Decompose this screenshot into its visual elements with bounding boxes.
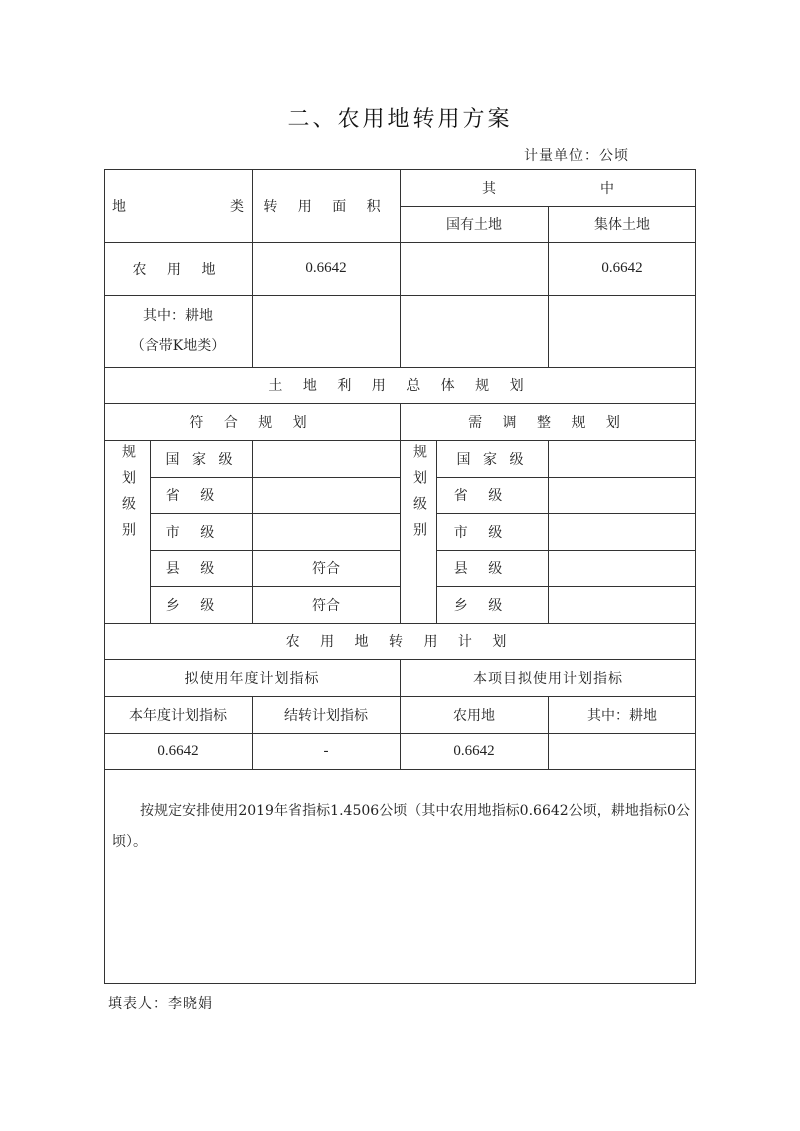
overall-plan-title: 土 地 利 用 总 体 规 划 — [268, 378, 532, 394]
adjust-level-township-value — [548, 586, 696, 623]
plan-note: 按规定安排使用2019年省指标1.4506公顷（其中农用地指标0.6642公顷，耕地指标0公顷）。 — [112, 803, 690, 850]
land-type-header-char-1: 地 — [112, 198, 126, 215]
project-plan-title: 本项目拟使用计划指标 — [473, 670, 623, 687]
adjust-level-province: 省 级 — [453, 488, 511, 504]
arable-area-value — [252, 295, 400, 367]
farmland-area-value: 0.6642 — [305, 260, 347, 276]
project-arable-header: 其中：耕地 — [587, 707, 657, 724]
comply-plan-title: 符 合 规 划 — [189, 414, 315, 431]
adjust-level-province-value — [548, 477, 696, 513]
collective-land-header: 集体土地 — [594, 217, 650, 233]
converted-area-header: 转 用 面 积 — [263, 198, 389, 215]
adjust-level-label: 规划级别 — [411, 444, 427, 548]
adjust-level-county-value — [548, 550, 696, 586]
adjust-level-township: 乡 级 — [453, 597, 511, 614]
project-arable-value — [548, 733, 696, 769]
among-header-char-2: 中 — [600, 180, 614, 197]
adjust-level-city-value — [548, 513, 696, 550]
arable-collective-value — [548, 295, 696, 367]
annual-plan-title: 拟使用年度计划指标 — [184, 670, 320, 687]
carryover-plan-value: - — [323, 742, 329, 759]
form-filler: 填表人：李晓娟 — [108, 996, 213, 1012]
comply-level-city-value — [252, 513, 400, 550]
adjust-level-national-value — [548, 440, 696, 477]
arable-label-line-1: 其中：耕地 — [143, 308, 213, 324]
comply-level-city: 市 级 — [165, 524, 223, 541]
project-farmland-header: 农用地 — [453, 707, 495, 724]
comply-level-province-value — [252, 477, 400, 513]
adjust-level-national: 国 家 级 — [456, 451, 528, 468]
measurement-unit: 计量单位：公顷 — [524, 148, 629, 164]
land-type-header — [104, 169, 252, 242]
comply-level-label: 规划级别 — [120, 444, 136, 548]
current-year-plan-header: 本年度计划指标 — [129, 707, 227, 724]
comply-level-national: 国 家 级 — [165, 451, 237, 468]
land-type-header-char-2: 类 — [230, 198, 244, 215]
farmland-label: 农 用 地 — [132, 261, 224, 278]
current-year-plan-value: 0.6642 — [157, 742, 199, 759]
comply-level-province: 省 级 — [165, 488, 223, 504]
comply-level-township: 乡 级 — [165, 597, 223, 614]
adjust-level-county: 县 级 — [453, 561, 511, 577]
adjust-plan-title: 需 调 整 规 划 — [468, 414, 628, 431]
farmland-state-value — [400, 242, 548, 295]
state-land-header: 国有土地 — [446, 217, 502, 233]
comply-level-county-value: 符合 — [312, 561, 340, 577]
conversion-plan-title: 农 用 地 转 用 计 划 — [285, 634, 515, 650]
farmland-collective-value: 0.6642 — [601, 260, 643, 276]
page-title: 二、农用地转用方案 — [287, 107, 513, 132]
among-header — [400, 169, 696, 206]
comply-level-national-value — [252, 440, 400, 477]
arable-label — [104, 295, 252, 367]
comply-level-township-value: 符合 — [312, 597, 340, 614]
comply-level-county: 县 级 — [165, 561, 223, 577]
adjust-level-city: 市 级 — [453, 524, 511, 541]
arable-label-line-2: （含带K地类） — [130, 338, 226, 354]
project-farmland-value: 0.6642 — [453, 742, 495, 759]
among-header-char-1: 其 — [482, 180, 496, 197]
carryover-plan-header: 结转计划指标 — [284, 707, 368, 724]
arable-state-value — [400, 295, 548, 367]
